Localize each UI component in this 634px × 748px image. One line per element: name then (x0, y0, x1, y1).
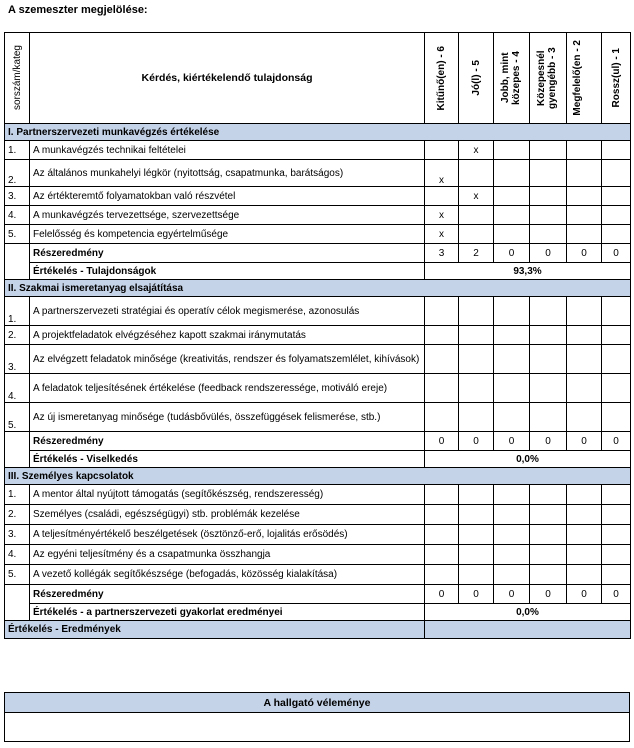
rating-cell[interactable] (494, 141, 530, 160)
row-number: 3. (5, 525, 30, 545)
final-evaluation-label: Értékelés - Eredmények (5, 621, 425, 639)
question-text: A teljesítményértékelő beszélgetések (ösztönző-erő, lojalitás erősödés) (30, 525, 425, 545)
rating-cell[interactable] (602, 374, 631, 403)
row-number: 2. (5, 160, 30, 187)
rating-cell[interactable] (459, 545, 494, 565)
question-row (5, 565, 631, 585)
question-text: Az új ismeretanyag minősége (tudásbővülés, összefüggések felismerése, stb.) (30, 403, 425, 432)
rating-cell[interactable] (459, 525, 494, 545)
subtotal-label: Részeredmény (30, 585, 425, 604)
final-evaluation-value (425, 621, 631, 639)
rating-cell[interactable] (602, 403, 631, 432)
rating-cell[interactable] (494, 345, 530, 374)
question-text: A munkavégzés tervezettsége, szervezettsége (30, 206, 425, 225)
evaluation-label: Értékelés - a partnerszervezeti gyakorlat eredményei (30, 604, 425, 621)
rating-cell[interactable] (567, 525, 602, 545)
rating-cell[interactable] (494, 565, 530, 585)
page-title: A szemeszter megjelölése: (8, 4, 148, 16)
rating-cell[interactable] (602, 297, 631, 326)
rating-cell[interactable] (425, 525, 459, 545)
rating-cell[interactable] (530, 187, 567, 206)
subtotal-value: 0 (459, 432, 494, 451)
subtotal-label: Részeredmény (30, 432, 425, 451)
rating-cell[interactable] (602, 525, 631, 545)
rating-cell[interactable] (567, 297, 602, 326)
subtotal-value: 0 (567, 432, 602, 451)
rating-cell[interactable] (567, 160, 602, 187)
rating-cell[interactable] (602, 345, 631, 374)
rating-cell[interactable]: x (425, 160, 459, 187)
question-row (5, 206, 631, 225)
rating-cell[interactable] (459, 403, 494, 432)
header-rating-5: Jó(l) - 5 (459, 33, 494, 124)
rating-cell[interactable] (567, 326, 602, 345)
final-evaluation-row (5, 621, 631, 639)
evaluation-value: 93,3% (425, 263, 631, 280)
rating-cell[interactable] (494, 187, 530, 206)
rating-cell[interactable] (567, 485, 602, 505)
question-text: Felelősség és kompetencia egyértelműsége (30, 225, 425, 244)
header-rating-4: Jobb, mint közepes - 4 (494, 33, 530, 124)
row-number: 2. (5, 505, 30, 525)
subtotal-label: Részeredmény (30, 244, 425, 263)
row-number: 1. (5, 141, 30, 160)
rating-cell[interactable] (425, 565, 459, 585)
rating-cell[interactable] (494, 160, 530, 187)
section-header (5, 124, 631, 141)
rating-cell[interactable] (567, 141, 602, 160)
rating-cell[interactable] (530, 225, 567, 244)
row-number: 4. (5, 206, 30, 225)
rating-cell[interactable] (459, 225, 494, 244)
subtotal-number-cell (5, 585, 30, 621)
row-number: 4. (5, 374, 30, 403)
subtotal-number-cell (5, 244, 30, 280)
rating-cell[interactable] (602, 206, 631, 225)
question-text: Az értékteremtő folyamatokban való részvétel (30, 187, 425, 206)
rating-cell[interactable] (425, 545, 459, 565)
rating-cell[interactable] (494, 225, 530, 244)
subtotal-number-cell (5, 432, 30, 468)
subtotal-value: 0 (425, 432, 459, 451)
question-text: Az általános munkahelyi légkör (nyitottság, csapatmunka, barátságos) (30, 160, 425, 187)
rating-cell[interactable] (459, 565, 494, 585)
rating-cell[interactable] (425, 485, 459, 505)
subtotal-value: 0 (459, 585, 494, 604)
section-header (5, 468, 631, 485)
rating-cell[interactable] (567, 403, 602, 432)
question-row (5, 160, 631, 187)
rating-cell[interactable] (530, 345, 567, 374)
rating-cell[interactable] (425, 187, 459, 206)
section-title: I. Partnerszervezeti munkavégzés értékelése (5, 124, 631, 141)
subtotal-row (5, 244, 631, 263)
rating-cell[interactable] (530, 505, 567, 525)
rating-cell[interactable] (602, 565, 631, 585)
rating-cell[interactable]: x (459, 187, 494, 206)
rating-cell[interactable] (459, 326, 494, 345)
question-row (5, 374, 631, 403)
question-text: Az elvégzett feladatok minősége (kreativitás, rendszer és folyamatszemlélet, kihívások) (30, 345, 425, 374)
section-title: II. Szakmai ismeretanyag elsajátítása (5, 280, 631, 297)
subtotal-value: 0 (530, 432, 567, 451)
evaluation-value: 0,0% (425, 604, 631, 621)
question-row (5, 345, 631, 374)
rating-cell[interactable] (567, 345, 602, 374)
rating-cell[interactable] (530, 326, 567, 345)
row-number: 4. (5, 545, 30, 565)
question-text: A feladatok teljesítésének értékelése (feedback rendszeressége, motiváló ereje) (30, 374, 425, 403)
rating-cell[interactable] (530, 485, 567, 505)
subtotal-value: 0 (567, 244, 602, 263)
question-row (5, 326, 631, 345)
rating-cell[interactable] (494, 485, 530, 505)
question-row (5, 525, 631, 545)
evaluation-label: Értékelés - Viselkedés (30, 451, 425, 468)
subtotal-value: 0 (530, 244, 567, 263)
rating-cell[interactable] (494, 505, 530, 525)
subtotal-value: 2 (459, 244, 494, 263)
row-number: 3. (5, 345, 30, 374)
rating-cell[interactable] (567, 505, 602, 525)
rating-cell[interactable] (459, 160, 494, 187)
rating-cell[interactable]: x (425, 225, 459, 244)
evaluation-value: 0,0% (425, 451, 631, 468)
subtotal-value: 0 (602, 432, 631, 451)
question-text: A partnerszervezeti stratégiai és operatív célok megismerése, azonosulás (30, 297, 425, 326)
header-row (5, 33, 631, 124)
header-rating-1: Rossz(ul) - 1 (602, 33, 631, 124)
rating-cell[interactable] (494, 403, 530, 432)
rating-cell[interactable] (530, 545, 567, 565)
rating-cell[interactable]: x (459, 141, 494, 160)
question-row (5, 485, 631, 505)
rating-cell[interactable] (567, 187, 602, 206)
section-header (5, 280, 631, 297)
subtotal-row (5, 432, 631, 451)
row-number: 1. (5, 297, 30, 326)
rating-cell[interactable] (530, 403, 567, 432)
row-number: 2. (5, 326, 30, 345)
question-row (5, 545, 631, 565)
rating-cell[interactable] (459, 485, 494, 505)
rating-cell[interactable] (425, 141, 459, 160)
rating-cell[interactable] (459, 206, 494, 225)
question-text: A vezető kollégák segítőkészsége (befogadás, közösség kialakítása) (30, 565, 425, 585)
question-row (5, 297, 631, 326)
rating-cell[interactable] (530, 141, 567, 160)
row-number: 3. (5, 187, 30, 206)
rating-cell[interactable] (602, 160, 631, 187)
rating-cell[interactable] (494, 206, 530, 225)
subtotal-value: 0 (530, 585, 567, 604)
question-text: Az egyéni teljesítmény és a csapatmunka összhangja (30, 545, 425, 565)
rating-cell[interactable] (602, 505, 631, 525)
rating-cell[interactable] (530, 374, 567, 403)
question-row (5, 403, 631, 432)
rating-cell[interactable] (425, 297, 459, 326)
question-row (5, 505, 631, 525)
rating-cell[interactable] (567, 565, 602, 585)
rating-cell[interactable] (494, 525, 530, 545)
subtotal-value: 0 (425, 585, 459, 604)
rating-cell[interactable] (459, 505, 494, 525)
subtotal-value: 0 (602, 585, 631, 604)
evaluation-row (5, 451, 631, 468)
opinion-table (4, 692, 630, 742)
rating-cell[interactable] (602, 225, 631, 244)
rating-cell[interactable] (602, 187, 631, 206)
rating-cell[interactable] (459, 374, 494, 403)
rating-cell[interactable]: x (425, 206, 459, 225)
rating-cell[interactable] (530, 525, 567, 545)
row-number: 5. (5, 565, 30, 585)
header-question: Kérdés, kiértékelendő tulajdonság (30, 33, 425, 124)
rating-cell[interactable] (425, 374, 459, 403)
rating-cell[interactable] (530, 565, 567, 585)
subtotal-value: 0 (602, 244, 631, 263)
question-text: A munkavégzés technikai feltételei (30, 141, 425, 160)
evaluation-table (4, 32, 631, 639)
question-row (5, 187, 631, 206)
header-sorszam: sorszám/kateg (5, 33, 30, 124)
opinion-field[interactable] (5, 713, 630, 742)
header-rating-3: Közepesnél gyengébb - 3 (530, 33, 567, 124)
rating-cell[interactable] (567, 545, 602, 565)
rating-cell[interactable] (530, 297, 567, 326)
rating-cell[interactable] (530, 160, 567, 187)
rating-cell[interactable] (567, 225, 602, 244)
header-rating-2: Megfelelő(en - 2 (567, 33, 602, 124)
section-title: III. Személyes kapcsolatok (5, 468, 631, 485)
rating-cell[interactable] (602, 141, 631, 160)
evaluation-row (5, 604, 631, 621)
question-text: A projektfeladatok elvégzéséhez kapott szakmai iránymutatás (30, 326, 425, 345)
rating-cell[interactable] (567, 206, 602, 225)
rating-cell[interactable] (602, 326, 631, 345)
question-text: A mentor által nyújtott támogatás (segítőkészség, rendszeresség) (30, 485, 425, 505)
rating-cell[interactable] (494, 297, 530, 326)
question-row (5, 225, 631, 244)
rating-cell[interactable] (567, 374, 602, 403)
opinion-title: A hallgató véleménye (5, 693, 630, 713)
rating-cell[interactable] (602, 545, 631, 565)
evaluation-row (5, 263, 631, 280)
subtotal-value: 3 (425, 244, 459, 263)
subtotal-value: 0 (494, 432, 530, 451)
question-text: Személyes (családi, egészségügyi) stb. problémák kezelése (30, 505, 425, 525)
rating-cell[interactable] (425, 345, 459, 374)
subtotal-value: 0 (494, 244, 530, 263)
subtotal-value: 0 (494, 585, 530, 604)
rating-cell[interactable] (494, 326, 530, 345)
rating-cell[interactable] (494, 545, 530, 565)
evaluation-label: Értékelés - Tulajdonságok (30, 263, 425, 280)
row-number: 5. (5, 403, 30, 432)
rating-cell[interactable] (602, 485, 631, 505)
rating-cell[interactable] (459, 297, 494, 326)
row-number: 5. (5, 225, 30, 244)
row-number: 1. (5, 485, 30, 505)
rating-cell[interactable] (425, 403, 459, 432)
rating-cell[interactable] (425, 326, 459, 345)
rating-cell[interactable] (459, 345, 494, 374)
subtotal-row (5, 585, 631, 604)
question-row (5, 141, 631, 160)
rating-cell[interactable] (530, 206, 567, 225)
header-rating-6: Kitűnő(en) - 6 (425, 33, 459, 124)
rating-cell[interactable] (425, 505, 459, 525)
rating-cell[interactable] (494, 374, 530, 403)
subtotal-value: 0 (567, 585, 602, 604)
